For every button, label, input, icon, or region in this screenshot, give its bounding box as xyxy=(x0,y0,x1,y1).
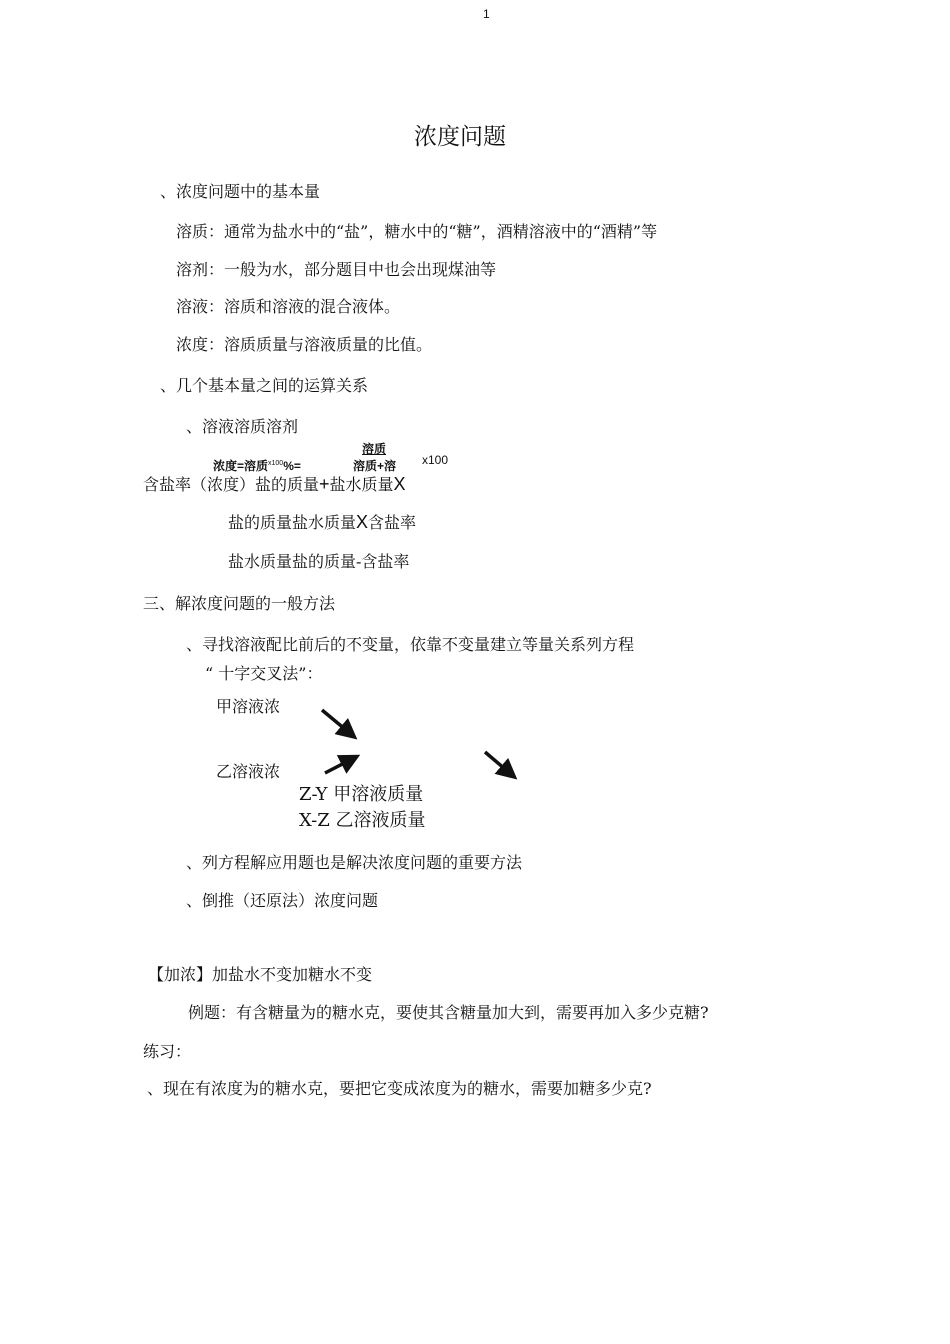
formula-left-text: 浓度=溶质 xyxy=(213,459,269,473)
section3-heading: 三、解浓度问题的一般方法 xyxy=(143,594,336,613)
section1-heading: 、浓度问题中的基本量 xyxy=(160,182,321,201)
arrow-up-right xyxy=(325,758,354,773)
cross-method-label: “ 十字交叉法”： xyxy=(205,664,323,683)
plus-sign: + xyxy=(319,474,330,494)
formula-tail-text: x100 xyxy=(422,453,449,467)
section1-item-solute: 溶质：通常为盐水中的“盐”，糖水中的“糖”，酒精溶液中的“酒精”等 xyxy=(176,222,658,241)
times-sign: X xyxy=(393,474,406,494)
section3-sub2: 、列方程解应用题也是解决浓度问题的重要方法 xyxy=(186,853,523,872)
arrow-down-right-1 xyxy=(322,710,352,735)
section3-sub3: 、倒推（还原法）浓度问题 xyxy=(186,891,379,910)
formula-numerator: 溶质 xyxy=(362,442,387,456)
section1-item-concentration: 浓度：溶质质量与溶液质量的比值。 xyxy=(176,335,433,354)
formula-sup: x100 xyxy=(268,460,284,467)
relation-line2-a: 盐的质量盐水质量 xyxy=(228,513,357,532)
formula-pct: %= xyxy=(283,459,301,473)
section4-heading: 【加浓】加盐水不变加糖水不变 xyxy=(148,965,373,984)
diagram-label-b-text: 乙溶液浓 xyxy=(216,762,281,781)
section1-item-solvent: 溶剂：一般为水，部分题目中也会出现煤油等 xyxy=(176,260,497,279)
practice-label: 练习： xyxy=(143,1042,192,1061)
diagram-label-a-text: 甲溶液浓 xyxy=(216,697,281,716)
section1-item-solution: 溶液：溶质和溶液的混合液体。 xyxy=(176,297,401,316)
document-title: 浓度问题 xyxy=(414,124,506,150)
formula-denominator-text: 溶质+溶 xyxy=(353,459,397,473)
arrow-down-right-2 xyxy=(485,752,512,775)
section2-sub1: 、溶液溶质溶剂 xyxy=(186,417,299,436)
relation-line1-b: 盐水质量 xyxy=(329,475,394,494)
relation-line2-b: 含盐率 xyxy=(368,513,417,532)
practice-item: 、现在有浓度为的糖水克，要把它变成浓度为的糖水，需要加糖多少克? xyxy=(147,1079,652,1098)
section2-heading: 、几个基本量之间的运算关系 xyxy=(160,376,369,395)
diagram-result1: Z-Y 甲溶液质量 xyxy=(299,784,424,805)
page-number: 1 xyxy=(483,7,490,21)
example-text: 例题：有含糖量为的糖水克，要使其含糖量加大到，需要再加入多少克糖? xyxy=(188,1003,709,1022)
times-sign: X xyxy=(356,512,369,532)
section3-sub1: 、寻找溶液配比前后的不变量，依靠不变量建立等量关系列方程 xyxy=(186,635,635,654)
relation-line3: 盐水质量盐的质量-含盐率 xyxy=(228,552,410,571)
diagram-result2: X-Z 乙溶液质量 xyxy=(299,810,426,831)
relation-line1-a: 含盐率（浓度）盐的质量 xyxy=(143,475,320,494)
